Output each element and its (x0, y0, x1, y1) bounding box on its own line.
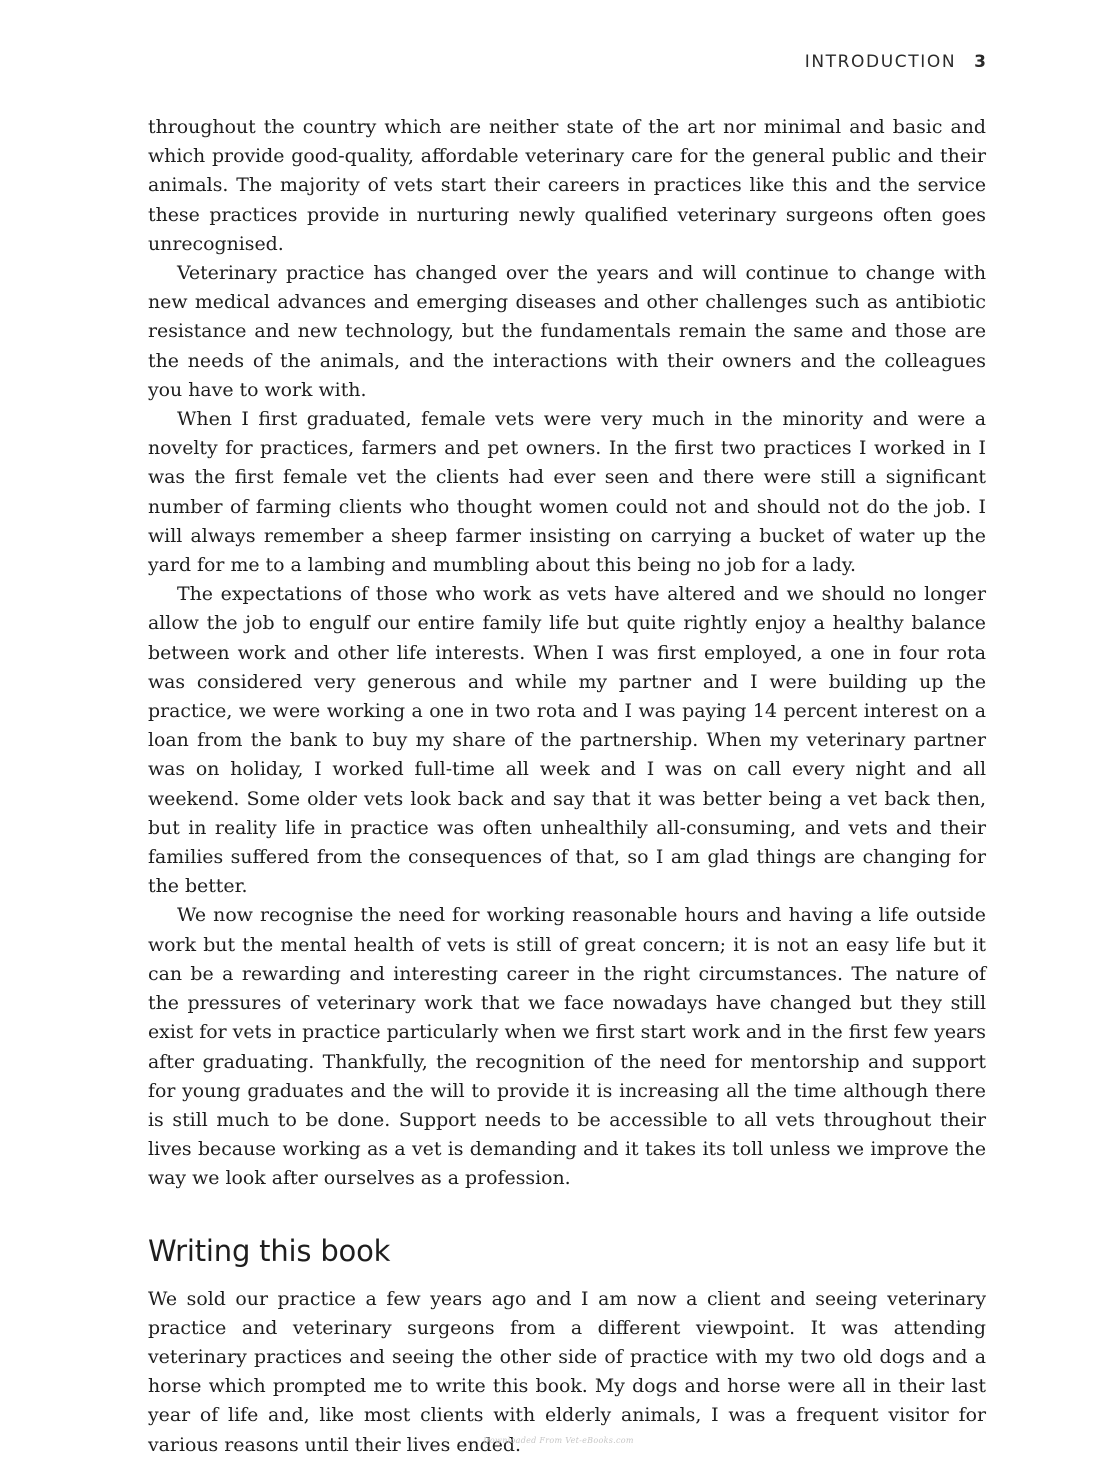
running-header (805, 52, 986, 72)
paragraph: When I first graduated, female vets were very much in the minority and were a novelty for practices, farmers and pet owners. In the first two practices I worked in I was the first female vet the clients had ever seen and there were still a significant number of farming clients who thought women could not and should not do the job. I will always remember a sheep farmer insisting on carrying a bucket of water up the yard for me to a lambing and mumbling about this being no job for a lady. (148, 408, 986, 577)
running-header-section: INTRODUCTION (804, 52, 957, 72)
footer-watermark: Downloaded From Vet-eBooks.com (483, 1436, 634, 1445)
paragraph-continued: throughout the country which are neither state of the art nor minimal and basic and which provide good-quality, affordable veterinary care for the general public and their animals. The majority of vets start their careers in practices like this and the service these practices provide in nurturing newly qualified veterinary surgeons often goes unrecognised. (148, 116, 986, 255)
body-text (148, 113, 986, 1460)
section-heading: Writing this book (148, 1233, 391, 1268)
paragraph: Veterinary practice has changed over the years and will continue to change with new medical advances and emerging diseases and other challenges such as antibiotic resistance and new technology, but the fundamentals remain the same and those are the needs of the animals, and the interactions with their owners and the colleagues you have to work with. (148, 262, 986, 401)
paragraph: We now recognise the need for working reasonable hours and having a life outside work but the mental health of vets is still of great concern; it is not an easy life but it can be a rewarding and interesting career in the right circumstances. The nature of the pressures of veterinary work that we face nowadays have changed but they still exist for vets in practice particularly when we first start work and in the first few years after graduating. Thankfully, the recognition of the need for mentorship and support for young graduates and the will to provide it is increasing all the time although there is still much to be done. Support needs to be accessible to all vets throughout their lives because working as a vet is demanding and it takes its toll unless we improve the way we look after ourselves as a profession. (148, 904, 986, 1190)
page-number: 3 (974, 52, 986, 72)
section-paragraph: We sold our practice a few years ago and I am now a client and seeing veterinary practice and veterinary surgeons from a different viewpoint. It was attending veterinary practices and seeing the other side of practice with my two old dogs and a horse which prompted me to write this book. My dogs and horse were all in their last year of life and, like most clients with elderly animals, I was a frequent visitor for various reasons until their lives ended. (148, 1287, 986, 1456)
paragraph: The expectations of those who work as vets have altered and we should no longer allow the job to engulf our entire family life but quite rightly enjoy a healthy balance between work and other life interests. When I was first employed, a one in four rota was considered very generous and while my partner and I were building up the practice, we were working a one in two rota and I was paying 14 percent interest on a loan from the bank to buy my share of the partnership. When my veterinary partner was on holiday, I worked full-time all week and I was on call every night and all weekend. Some older vets look back and say that it was better being a vet back then, but in reality life in practice was often unhealthily all-consuming, and vets and their families suffered from the consequences of that, so I am glad things are changing for the better. (148, 583, 986, 898)
